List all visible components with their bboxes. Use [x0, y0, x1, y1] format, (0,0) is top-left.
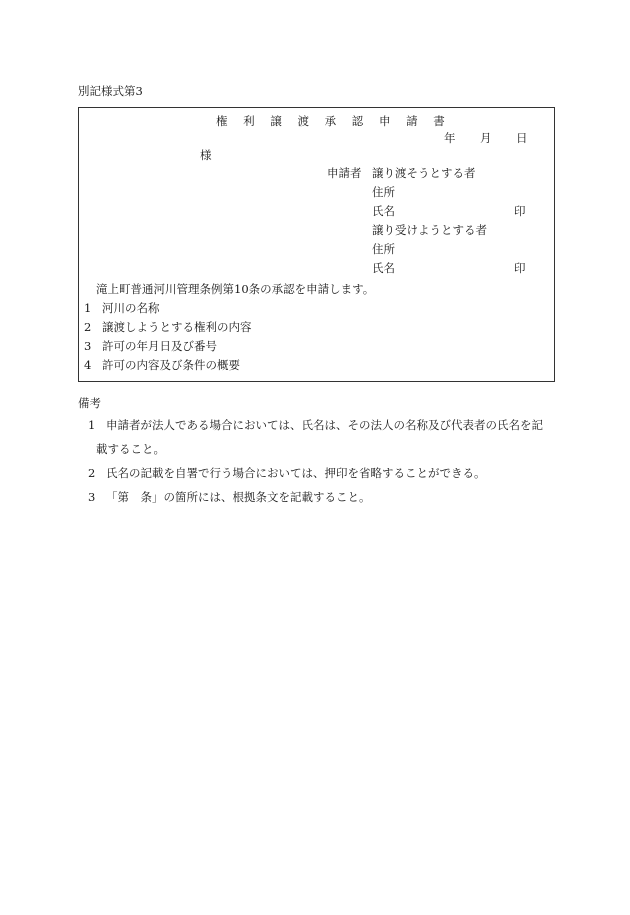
date-month: 月 — [480, 131, 492, 145]
title-char: 書 — [433, 114, 445, 128]
transferee-seal: 印 — [514, 261, 526, 275]
title-char: 譲 — [270, 114, 282, 128]
transferor-seal: 印 — [514, 204, 526, 218]
transferor-name-label: 氏名 — [372, 204, 395, 218]
application-statement: 滝上町普通河川管理条例第10条の承認を申請します。 — [96, 282, 375, 296]
item-number: 2 — [84, 320, 92, 334]
item-number: 4 — [84, 358, 92, 372]
form-label: 別記様式第3 — [78, 84, 143, 98]
title-char: 請 — [406, 114, 418, 128]
title-char: 承 — [324, 114, 337, 128]
item-text: 許可の内容及び条件の概要 — [102, 358, 240, 372]
item-number: 1 — [84, 301, 92, 315]
transferee-name-label: 氏名 — [372, 261, 395, 275]
note-number: 3 — [88, 490, 96, 504]
transferee-address-label: 住所 — [372, 242, 395, 256]
item-text: 譲渡しようとする権利の内容 — [102, 320, 252, 334]
note-text: 氏名の記載を自署で行う場合においては、押印を省略することができる。 — [106, 466, 486, 480]
title-char: 権 — [216, 114, 228, 128]
note-number: 2 — [88, 466, 96, 480]
form-title — [216, 116, 445, 128]
item-text: 河川の名称 — [102, 301, 160, 315]
date-day: 日 — [516, 131, 528, 145]
transferor-heading: 譲り渡そうとする者 — [372, 166, 476, 180]
transferor-address-label: 住所 — [372, 185, 395, 199]
addressee-suffix: 様 — [200, 148, 212, 162]
title-char: 渡 — [297, 114, 309, 128]
note-text: 「第 条」の箇所には、根拠条文を記載すること。 — [106, 490, 371, 504]
note-text-continuation: 載すること。 — [96, 442, 165, 456]
notes-heading: 備考 — [78, 396, 101, 410]
applicant-label: 申請者 — [327, 166, 362, 180]
note-text: 申請者が法人である場合においては、氏名は、その法人の名称及び代表者の氏名を記 — [106, 418, 543, 432]
item-text: 許可の年月日及び番号 — [102, 339, 217, 353]
item-number: 3 — [84, 339, 92, 353]
transferee-heading: 譲り受けようとする者 — [372, 223, 487, 237]
title-char: 申 — [378, 114, 391, 128]
title-char: 認 — [351, 114, 364, 128]
date-year: 年 — [444, 131, 456, 145]
note-number: 1 — [88, 418, 96, 432]
title-char: 利 — [243, 114, 255, 128]
